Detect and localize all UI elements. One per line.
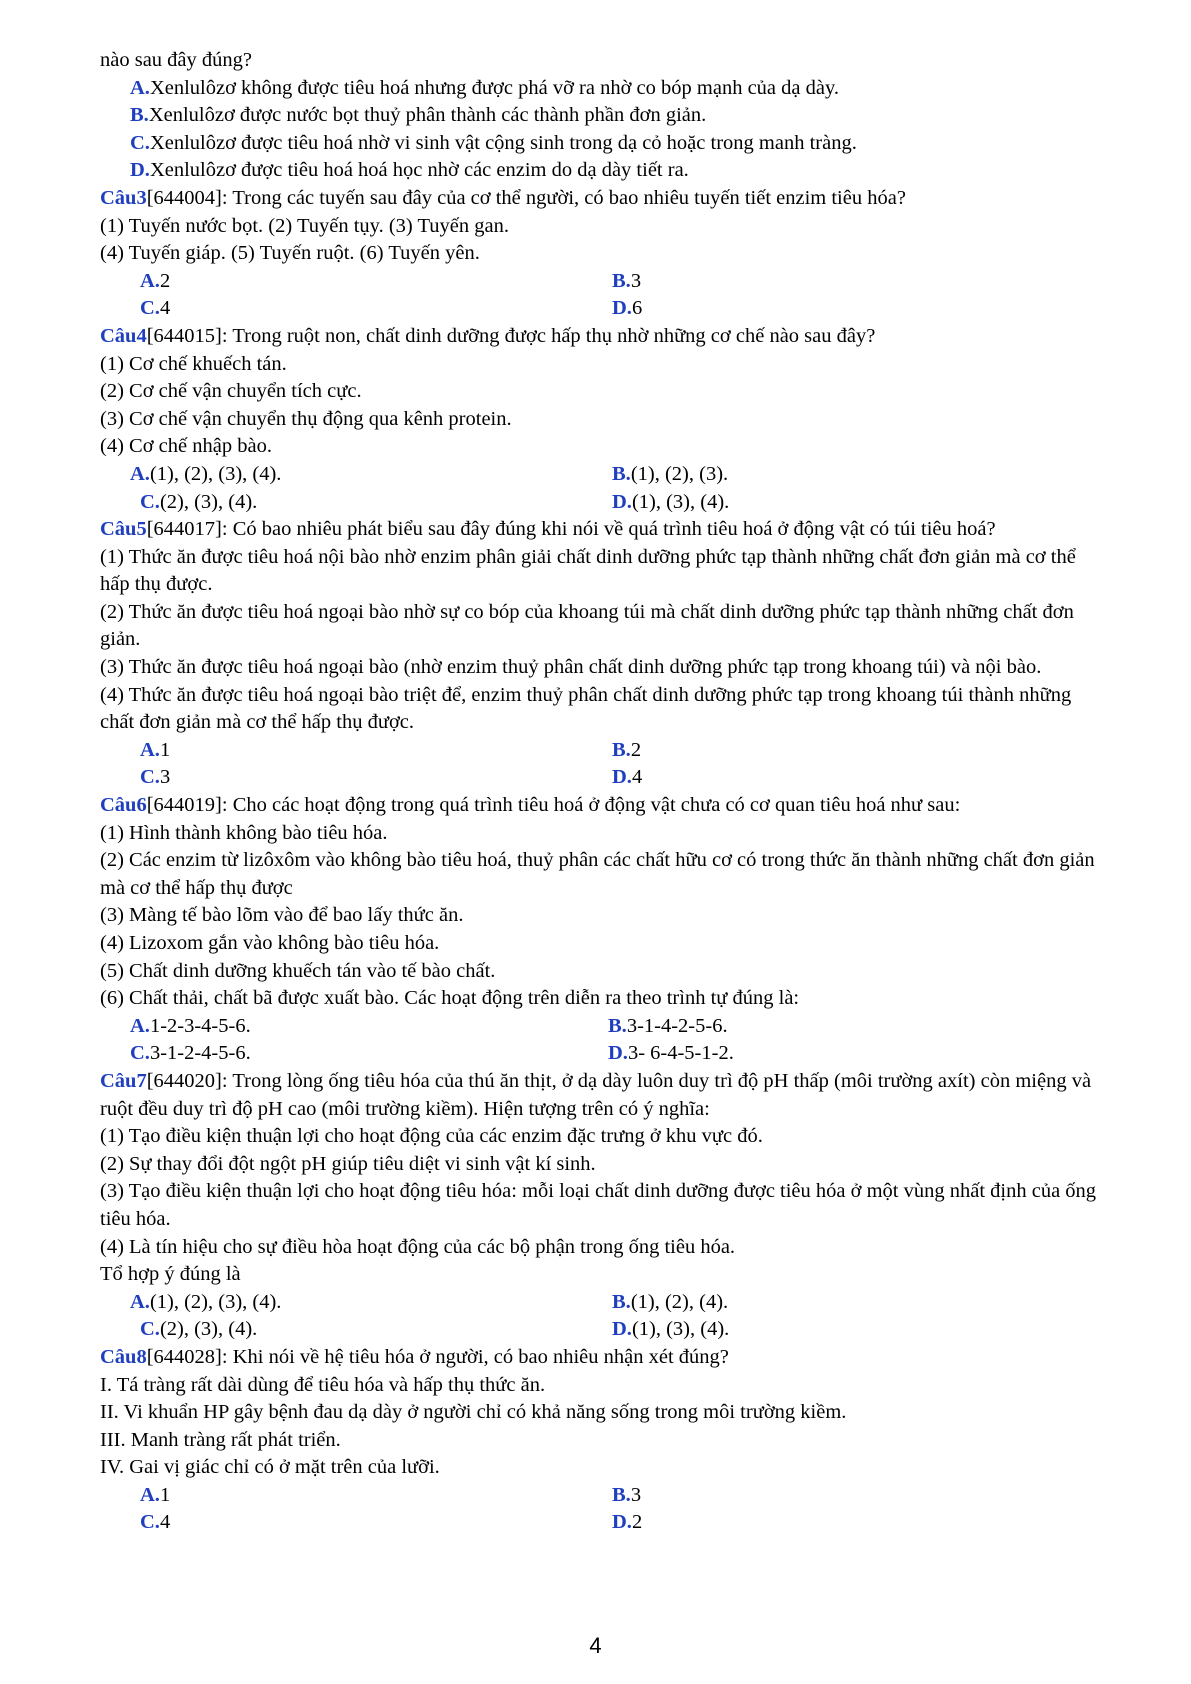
q8-option-c: C.4 (140, 1511, 171, 1534)
question-stem-continuation: nào sau đây đúng? (100, 49, 252, 71)
q7-option-b: B.(1), (2), (4). (612, 1290, 729, 1313)
q5-option-c: C.3 (140, 766, 171, 789)
q7-option-a: A.(1), (2), (3), (4). (130, 1290, 282, 1313)
question-7: Câu7[644020]: Trong lòng ống tiêu hóa của thú ăn thịt, ở dạ dày luôn duy trì độ pH thấp (môi trường axít) còn miệng và ruột đều duy trì độ pH cao (môi trường kiềm). Hiện tượng trên có ý nghĩa: (100, 1069, 1092, 1120)
q5-options-row (100, 737, 1100, 765)
q6-line: (3) Màng tế bào lõm vào để bao lấy thức ăn. (100, 904, 464, 927)
q5-line: (4) Thức ăn được tiêu hoá ngoại bào triệt để, enzim thuỷ phân chất dinh dưỡng phức tạp trong khoang túi thành những chất đơn giản mà cơ thể hấp thụ được. (100, 683, 1072, 734)
q4-options-row (100, 461, 1100, 489)
option-d: D.Xenlulôzơ được tiêu hoá hoá học nhờ các enzim do dạ dày tiết ra. (130, 159, 689, 182)
q8-options-row (100, 1509, 1100, 1537)
q5-line: (3) Thức ăn được tiêu hoá ngoại bào (nhờ enzim thuỷ phân chất dinh dưỡng phức tạp trong khoang túi) và nội bào. (100, 656, 1042, 679)
q7-options-row (100, 1316, 1100, 1344)
q7-line: (2) Sự thay đổi đột ngột pH giúp tiêu diệt vi sinh vật kí sinh. (100, 1152, 596, 1175)
question-5: Câu5[644017]: Có bao nhiêu phát biểu sau đây đúng khi nói về quá trình tiêu hoá ở động vật có túi tiêu hoá? (100, 518, 996, 541)
q6-line: (6) Chất thải, chất bã được xuất bào. Các hoạt động trên diễn ra theo trình tự đúng là: (100, 987, 800, 1010)
option-a: A.Xenlulôzơ không được tiêu hoá nhưng được phá vỡ ra nhờ co bóp mạnh của dạ dày. (130, 76, 840, 99)
q5-option-b: B.2 (612, 738, 642, 761)
question-4: Câu4[644015]: Trong ruột non, chất dinh dưỡng được hấp thụ nhờ những cơ chế nào sau đây? (100, 324, 876, 347)
page-number: 4 (589, 1633, 602, 1658)
q4-option-b: B.(1), (2), (3). (612, 462, 729, 485)
q8-option-b: B.3 (612, 1483, 642, 1506)
q6-option-a: A.1-2-3-4-5-6. (130, 1014, 251, 1037)
q4-line: (1) Cơ chế khuếch tán. (100, 352, 287, 375)
option-c: C.Xenlulôzơ được tiêu hoá nhờ vi sinh vật cộng sinh trong dạ cỏ hoặc trong manh tràng. (130, 131, 857, 154)
q4-line: (3) Cơ chế vận chuyển thụ động qua kênh protein. (100, 407, 512, 430)
q8-option-a: A.1 (140, 1483, 171, 1506)
q4-option-d: D.(1), (3), (4). (612, 490, 730, 513)
q6-line: (1) Hình thành không bào tiêu hóa. (100, 821, 388, 844)
q7-line: (4) Là tín hiệu cho sự điều hòa hoạt động của các bộ phận trong ống tiêu hóa. (100, 1235, 736, 1258)
q3-options-row (100, 295, 1100, 323)
q4-line: (4) Cơ chế nhập bào. (100, 435, 272, 458)
q8-option-d: D.2 (612, 1511, 643, 1534)
q4-option-a: A.(1), (2), (3), (4). (130, 462, 282, 485)
question-8: Câu8[644028]: Khi nói về hệ tiêu hóa ở người, có bao nhiêu nhận xét đúng? (100, 1345, 729, 1368)
q7-line: Tổ hợp ý đúng là (100, 1263, 241, 1286)
document-page (100, 47, 1100, 1537)
q7-options-row (100, 1289, 1100, 1317)
q5-options-row (100, 764, 1100, 792)
q4-option-c: C.(2), (3), (4). (140, 490, 258, 513)
q6-option-b: B.3-1-4-2-5-6. (608, 1014, 728, 1037)
q6-option-c: C.3-1-2-4-5-6. (130, 1042, 251, 1065)
question-3: Câu3[644004]: Trong các tuyến sau đây của cơ thể người, có bao nhiêu tuyến tiết enzim tiêu hóa? (100, 186, 906, 209)
q6-line: (5) Chất dinh dưỡng khuếch tán vào tế bào chất. (100, 959, 496, 982)
q3-option-b: B.3 (612, 269, 642, 292)
q3-option-c: C.4 (140, 297, 171, 320)
q7-line: (1) Tạo điều kiện thuận lợi cho hoạt động của các enzim đặc trưng ở khu vực đó. (100, 1125, 763, 1148)
question-6: Câu6[644019]: Cho các hoạt động trong quá trình tiêu hoá ở động vật chưa có cơ quan tiêu hoá như sau: (100, 794, 961, 817)
q8-line: II. Vi khuẩn HP gây bệnh đau dạ dày ở người chỉ có khả năng sống trong môi trường kiềm. (100, 1401, 847, 1424)
q8-options-row (100, 1482, 1100, 1510)
q5-option-d: D.4 (612, 766, 643, 789)
q6-line: (2) Các enzim từ lizôxôm vào không bào tiêu hoá, thuỷ phân các chất hữu cơ có trong thức ăn thành những chất đơn giản mà cơ thể hấp thụ được (100, 849, 1095, 899)
q5-line: (1) Thức ăn được tiêu hoá nội bào nhờ enzim phân giải chất dinh dưỡng phức tạp thành những chất đơn giản mà cơ thể hấp thụ được. (100, 545, 1076, 596)
q6-options-row (100, 1013, 1100, 1041)
option-b: B.Xenlulôzơ được nước bọt thuỷ phân thành các thành phần đơn giản. (130, 104, 707, 127)
q7-option-c: C.(2), (3), (4). (140, 1318, 258, 1341)
q8-line: III. Manh tràng rất phát triển. (100, 1428, 341, 1451)
q6-line: (4) Lizoxom gắn vào không bào tiêu hóa. (100, 932, 440, 954)
q3-options-row (100, 268, 1100, 296)
q3-option-d: D.6 (612, 297, 643, 320)
q7-line: (3) Tạo điều kiện thuận lợi cho hoạt động tiêu hóa: mỗi loại chất dinh dưỡng được tiêu hóa ở một vùng nhất định của ống tiêu hóa. (100, 1180, 1097, 1230)
q3-line: (1) Tuyến nước bọt. (2) Tuyến tụy. (3) Tuyến gan. (100, 214, 510, 237)
q5-line: (2) Thức ăn được tiêu hoá ngoại bào nhờ sự co bóp của khoang túi mà chất dinh dưỡng phức tạp thành những chất đơn giản. (100, 600, 1074, 651)
q7-option-d: D.(1), (3), (4). (612, 1318, 730, 1341)
q3-line: (4) Tuyến giáp. (5) Tuyến ruột. (6) Tuyến yên. (100, 242, 480, 265)
q8-line: IV. Gai vị giác chỉ có ở mặt trên của lưỡi. (100, 1456, 440, 1479)
q3-option-a: A.2 (140, 269, 171, 292)
q4-options-row (100, 489, 1100, 517)
q8-line: I. Tá tràng rất dài dùng để tiêu hóa và hấp thụ thức ăn. (100, 1373, 546, 1396)
q4-line: (2) Cơ chế vận chuyển tích cực. (100, 380, 362, 403)
q5-option-a: A.1 (140, 738, 171, 761)
q6-options-row (100, 1040, 1100, 1068)
q6-option-d: D.3- 6-4-5-1-2. (608, 1042, 734, 1065)
